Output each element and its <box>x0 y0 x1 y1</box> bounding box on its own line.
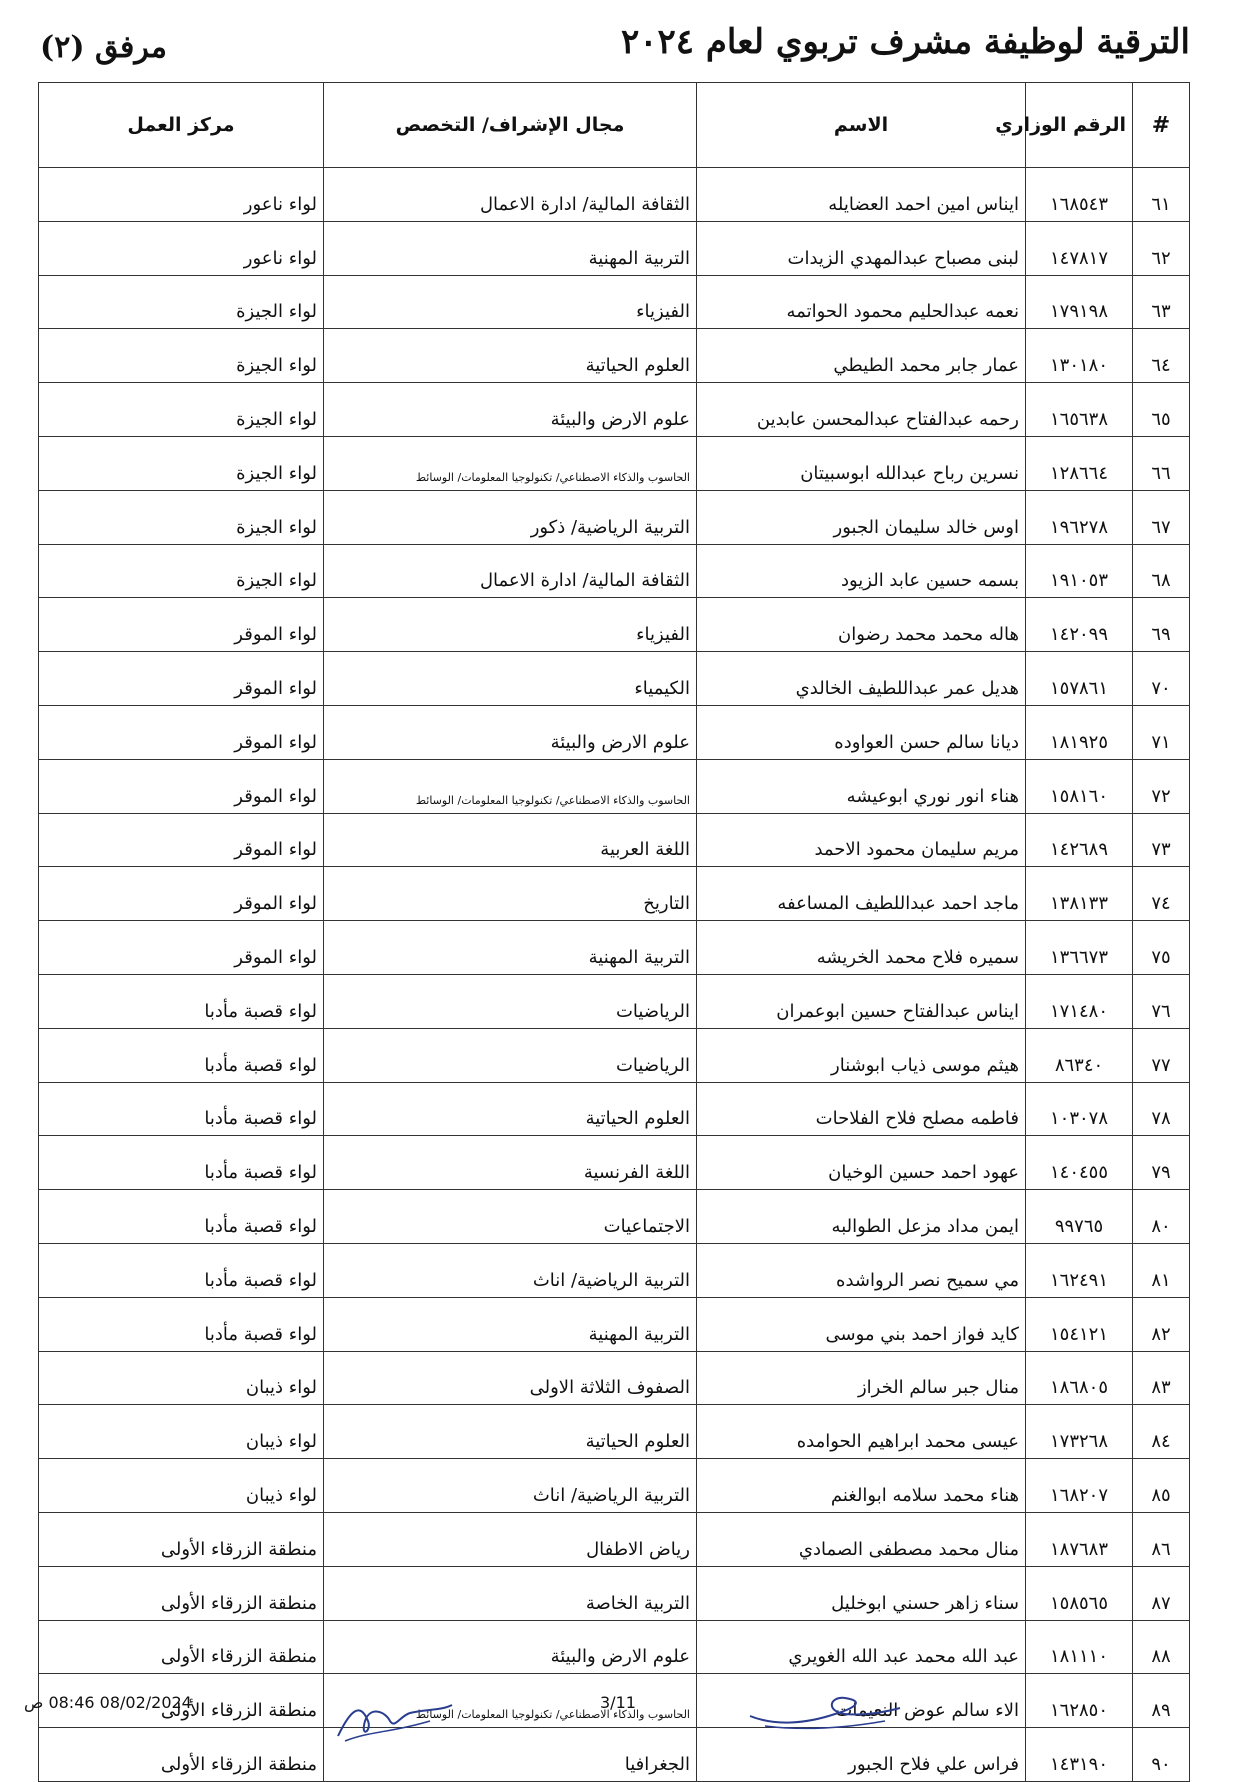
table-row <box>39 598 1190 652</box>
table-row <box>39 1028 1190 1082</box>
print-datetime: 08/02/2024 08:46 ص <box>24 1693 192 1712</box>
row-number: ٧٨ <box>1133 1082 1190 1136</box>
ministry-id-cell: ١٨٧٦٨٣ <box>1026 1512 1133 1566</box>
row-number: ٧٦ <box>1133 974 1190 1028</box>
ministry-id-cell: ١٧٩١٩٨ <box>1026 275 1133 329</box>
table-row <box>39 1728 1190 1782</box>
workplace-cell: لواء ناعور <box>39 168 324 222</box>
table-row <box>39 759 1190 813</box>
table-row <box>39 1512 1190 1566</box>
row-number: ٦١ <box>1133 168 1190 222</box>
page-number: 3/11 <box>600 1693 636 1712</box>
workplace-cell: لواء الموقر <box>39 705 324 759</box>
name-cell: ايناس امين احمد العضايله <box>697 168 1026 222</box>
workplace-cell: لواء الجيزة <box>39 383 324 437</box>
column-header-specialty: مجال الإشراف/ التخصص <box>324 83 697 168</box>
table-row <box>39 974 1190 1028</box>
table-row <box>39 705 1190 759</box>
row-number: ٨٢ <box>1133 1297 1190 1351</box>
workplace-cell: لواء قصبة مأدبا <box>39 1190 324 1244</box>
ministry-id-cell: ١٤٢٠٩٩ <box>1026 598 1133 652</box>
ministry-id-cell: ١٨١٩٢٥ <box>1026 705 1133 759</box>
specialty-cell: الثقافة المالية/ ادارة الاعمال <box>324 544 697 598</box>
ministry-id-cell: ١٧٣٢٦٨ <box>1026 1405 1133 1459</box>
name-cell: سميره فلاح محمد الخريشه <box>697 921 1026 975</box>
table-row <box>39 1082 1190 1136</box>
attachment-label: مرفق (٢) <box>40 30 167 65</box>
specialty-cell: التربية المهنية <box>324 221 697 275</box>
row-number: ٨٧ <box>1133 1566 1190 1620</box>
table-row <box>39 813 1190 867</box>
ministry-id-cell: ١٥٨٥٦٥ <box>1026 1566 1133 1620</box>
specialty-cell: الحاسوب والذكاء الاصطناعي/ تكنولوجيا المعلومات/ الوسائط <box>324 1674 697 1728</box>
table-row <box>39 1243 1190 1297</box>
specialty-cell: العلوم الحياتية <box>324 329 697 383</box>
workplace-cell: لواء الموقر <box>39 813 324 867</box>
name-cell: منال محمد مصطفى الصمادي <box>697 1512 1026 1566</box>
ministry-id-cell: ١٣٨١٣٣ <box>1026 867 1133 921</box>
name-cell: نسرين رباح عبدالله ابوسبيتان <box>697 436 1026 490</box>
row-number: ٨٦ <box>1133 1512 1190 1566</box>
table-row <box>39 652 1190 706</box>
table-row <box>39 436 1190 490</box>
workplace-cell: لواء ذيبان <box>39 1405 324 1459</box>
table-row <box>39 1566 1190 1620</box>
ministry-id-cell: ١٦٥٦٣٨ <box>1026 383 1133 437</box>
name-cell: هناء محمد سلامه ابوالغنم <box>697 1459 1026 1513</box>
ministry-id-cell: ١٥٤١٢١ <box>1026 1297 1133 1351</box>
workplace-cell: لواء الموقر <box>39 867 324 921</box>
specialty-cell: التاريخ <box>324 867 697 921</box>
workplace-cell: لواء قصبة مأدبا <box>39 1243 324 1297</box>
table-row <box>39 1190 1190 1244</box>
ministry-id-cell: ١٥٧٨٦١ <box>1026 652 1133 706</box>
name-cell: رحمه عبدالفتاح عبدالمحسن عابدين <box>697 383 1026 437</box>
page-title: الترقية لوظيفة مشرف تربوي لعام ٢٠٢٤ <box>620 22 1190 62</box>
name-cell: منال جبر سالم الخراز <box>697 1351 1026 1405</box>
table-row <box>39 1620 1190 1674</box>
table-row <box>39 1351 1190 1405</box>
name-cell: هاله محمد محمد رضوان <box>697 598 1026 652</box>
specialty-cell: اللغة العربية <box>324 813 697 867</box>
table-row <box>39 221 1190 275</box>
specialty-cell: العلوم الحياتية <box>324 1082 697 1136</box>
row-number: ٦٦ <box>1133 436 1190 490</box>
name-cell: بسمه حسين عابد الزيود <box>697 544 1026 598</box>
workplace-cell: منطقة الزرقاء الأولى <box>39 1512 324 1566</box>
workplace-cell: لواء الموقر <box>39 652 324 706</box>
row-number: ٧١ <box>1133 705 1190 759</box>
row-number: ٨٣ <box>1133 1351 1190 1405</box>
ministry-id-cell: ٩٩٧٦٥ <box>1026 1190 1133 1244</box>
column-header-ministry-id: الرقم الوزاري <box>1026 83 1133 168</box>
name-cell: اوس خالد سليمان الجبور <box>697 490 1026 544</box>
column-header-name: الاسم <box>697 83 1026 168</box>
table-row <box>39 168 1190 222</box>
table-row <box>39 1459 1190 1513</box>
table-row <box>39 1297 1190 1351</box>
name-cell: هيثم موسى ذياب ابوشنار <box>697 1028 1026 1082</box>
specialty-cell: الحاسوب والذكاء الاصطناعي/ تكنولوجيا المعلومات/ الوسائط <box>324 436 697 490</box>
workplace-cell: لواء قصبة مأدبا <box>39 1082 324 1136</box>
row-number: ٧٠ <box>1133 652 1190 706</box>
specialty-cell: رياض الاطفال <box>324 1512 697 1566</box>
name-cell: سناء زاهر حسني ابوخليل <box>697 1566 1026 1620</box>
row-number: ٨٠ <box>1133 1190 1190 1244</box>
specialty-cell: التربية المهنية <box>324 921 697 975</box>
ministry-id-cell: ١٠٣٠٧٨ <box>1026 1082 1133 1136</box>
signature-right <box>745 1686 905 1736</box>
specialty-cell: الفيزياء <box>324 275 697 329</box>
ministry-id-cell: ١٤٠٤٥٥ <box>1026 1136 1133 1190</box>
specialty-cell: الكيمياء <box>324 652 697 706</box>
specialty-cell: علوم الارض والبيئة <box>324 383 697 437</box>
ministry-id-cell: ١٣٦٦٧٣ <box>1026 921 1133 975</box>
specialty-cell: التربية الخاصة <box>324 1566 697 1620</box>
table-row <box>39 490 1190 544</box>
workplace-cell: لواء قصبة مأدبا <box>39 1297 324 1351</box>
specialty-cell: علوم الارض والبيئة <box>324 1620 697 1674</box>
row-number: ٨٥ <box>1133 1459 1190 1513</box>
workplace-cell: لواء قصبة مأدبا <box>39 1136 324 1190</box>
name-cell: عمار جابر محمد الطيطي <box>697 329 1026 383</box>
ministry-id-cell: ١٦٢٤٩١ <box>1026 1243 1133 1297</box>
ministry-id-cell: ١٤٧٨١٧ <box>1026 221 1133 275</box>
workplace-cell: لواء ذيبان <box>39 1351 324 1405</box>
ministry-id-cell: ١٥٨١٦٠ <box>1026 759 1133 813</box>
row-number: ٦٥ <box>1133 383 1190 437</box>
row-number: ٩٠ <box>1133 1728 1190 1782</box>
table-row <box>39 329 1190 383</box>
table-body <box>39 168 1190 1782</box>
workplace-cell: لواء الموقر <box>39 921 324 975</box>
workplace-cell: منطقة الزرقاء الأولى <box>39 1620 324 1674</box>
signature-left <box>330 1691 460 1746</box>
table-row <box>39 921 1190 975</box>
name-cell: ايمن مداد مزعل الطوالبه <box>697 1190 1026 1244</box>
row-number: ٧٧ <box>1133 1028 1190 1082</box>
column-header-number: # <box>1133 83 1190 168</box>
ministry-id-cell: ٨٦٣٤٠ <box>1026 1028 1133 1082</box>
row-number: ٧٣ <box>1133 813 1190 867</box>
specialty-cell: الجغرافيا <box>324 1728 697 1782</box>
table-row <box>39 544 1190 598</box>
ministry-id-cell: ١٤٢٦٨٩ <box>1026 813 1133 867</box>
specialty-cell: الفيزياء <box>324 598 697 652</box>
ministry-id-cell: ١٦٢٨٥٠ <box>1026 1674 1133 1728</box>
row-number: ٦٩ <box>1133 598 1190 652</box>
table-row <box>39 867 1190 921</box>
specialty-cell: التربية الرياضية/ اناث <box>324 1459 697 1513</box>
ministry-id-cell: ١٩١٠٥٣ <box>1026 544 1133 598</box>
row-number: ٨٨ <box>1133 1620 1190 1674</box>
row-number: ٧٢ <box>1133 759 1190 813</box>
workplace-cell: لواء الجيزة <box>39 436 324 490</box>
specialty-cell: الثقافة المالية/ ادارة الاعمال <box>324 168 697 222</box>
workplace-cell: لواء الموقر <box>39 598 324 652</box>
workplace-cell: منطقة الزرقاء الأولى <box>39 1728 324 1782</box>
name-cell: ايناس عبدالفتاح حسين ابوعمران <box>697 974 1026 1028</box>
row-number: ٦٨ <box>1133 544 1190 598</box>
name-cell: فاطمه مصلح فلاح الفلاحات <box>697 1082 1026 1136</box>
specialty-cell: التربية الرياضية/ اناث <box>324 1243 697 1297</box>
workplace-cell: لواء قصبة مأدبا <box>39 1028 324 1082</box>
column-header-workplace: مركز العمل <box>39 83 324 168</box>
name-cell: مريم سليمان محمود الاحمد <box>697 813 1026 867</box>
specialty-cell: علوم الارض والبيئة <box>324 705 697 759</box>
specialty-cell: الرياضيات <box>324 974 697 1028</box>
workplace-cell: لواء قصبة مأدبا <box>39 974 324 1028</box>
row-number: ٦٣ <box>1133 275 1190 329</box>
workplace-cell: لواء ذيبان <box>39 1459 324 1513</box>
row-number: ٧٩ <box>1133 1136 1190 1190</box>
workplace-cell: لواء الجيزة <box>39 544 324 598</box>
workplace-cell: منطقة الزرقاء الأولى <box>39 1566 324 1620</box>
ministry-id-cell: ١٧١٤٨٠ <box>1026 974 1133 1028</box>
row-number: ٧٤ <box>1133 867 1190 921</box>
name-cell: ماجد احمد عبداللطيف المساعفه <box>697 867 1026 921</box>
row-number: ٧٥ <box>1133 921 1190 975</box>
name-cell: الاء سالم عوض النعيمات <box>697 1674 1026 1728</box>
row-number: ٨٩ <box>1133 1674 1190 1728</box>
name-cell: فراس علي فلاح الجبور <box>697 1728 1026 1782</box>
name-cell: عيسى محمد ابراهيم الحوامده <box>697 1405 1026 1459</box>
ministry-id-cell: ١٦٨٥٤٣ <box>1026 168 1133 222</box>
workplace-cell: لواء الجيزة <box>39 275 324 329</box>
row-number: ٦٧ <box>1133 490 1190 544</box>
specialty-cell: الرياضيات <box>324 1028 697 1082</box>
row-number: ٦٢ <box>1133 221 1190 275</box>
workplace-cell: منطقة الزرقاء الأولى <box>39 1674 324 1728</box>
ministry-id-cell: ١٨٦٨٠٥ <box>1026 1351 1133 1405</box>
workplace-cell: لواء الجيزة <box>39 329 324 383</box>
name-cell: هديل عمر عبداللطيف الخالدي <box>697 652 1026 706</box>
ministry-id-cell: ١٤٣١٩٠ <box>1026 1728 1133 1782</box>
name-cell: عبد الله محمد عبد الله الغويري <box>697 1620 1026 1674</box>
name-cell: هناء انور نوري ابوعيشه <box>697 759 1026 813</box>
workplace-cell: لواء الموقر <box>39 759 324 813</box>
workplace-cell: لواء ناعور <box>39 221 324 275</box>
specialty-cell: التربية الرياضية/ ذكور <box>324 490 697 544</box>
name-cell: عهود احمد حسين الوخيان <box>697 1136 1026 1190</box>
specialty-cell: اللغة الفرنسية <box>324 1136 697 1190</box>
name-cell: لبنى مصباح عبدالمهدي الزيدات <box>697 221 1026 275</box>
row-number: ٨٤ <box>1133 1405 1190 1459</box>
row-number: ٨١ <box>1133 1243 1190 1297</box>
name-cell: نعمه عبدالحليم محمود الحواتمه <box>697 275 1026 329</box>
specialty-cell: الحاسوب والذكاء الاصطناعي/ تكنولوجيا المعلومات/ الوسائط <box>324 759 697 813</box>
table-header-row <box>39 83 1190 168</box>
table-row <box>39 383 1190 437</box>
ministry-id-cell: ١٦٨٢٠٧ <box>1026 1459 1133 1513</box>
row-number: ٦٤ <box>1133 329 1190 383</box>
ministry-id-cell: ١٩٦٢٧٨ <box>1026 490 1133 544</box>
workplace-cell: لواء الجيزة <box>39 490 324 544</box>
table-row <box>39 275 1190 329</box>
name-cell: مي سميح نصر الرواشده <box>697 1243 1026 1297</box>
specialty-cell: الصفوف الثلاثة الاولى <box>324 1351 697 1405</box>
name-cell: ديانا سالم حسن العواوده <box>697 705 1026 759</box>
specialty-cell: العلوم الحياتية <box>324 1405 697 1459</box>
ministry-id-cell: ١٢٨٦٦٤ <box>1026 436 1133 490</box>
name-cell: كايد فواز احمد بني موسى <box>697 1297 1026 1351</box>
ministry-id-cell: ١٣٠١٨٠ <box>1026 329 1133 383</box>
table-row <box>39 1136 1190 1190</box>
specialty-cell: الاجتماعيات <box>324 1190 697 1244</box>
table-row <box>39 1405 1190 1459</box>
ministry-id-cell: ١٨١١١٠ <box>1026 1620 1133 1674</box>
specialty-cell: التربية المهنية <box>324 1297 697 1351</box>
promotion-table <box>38 82 1190 1782</box>
